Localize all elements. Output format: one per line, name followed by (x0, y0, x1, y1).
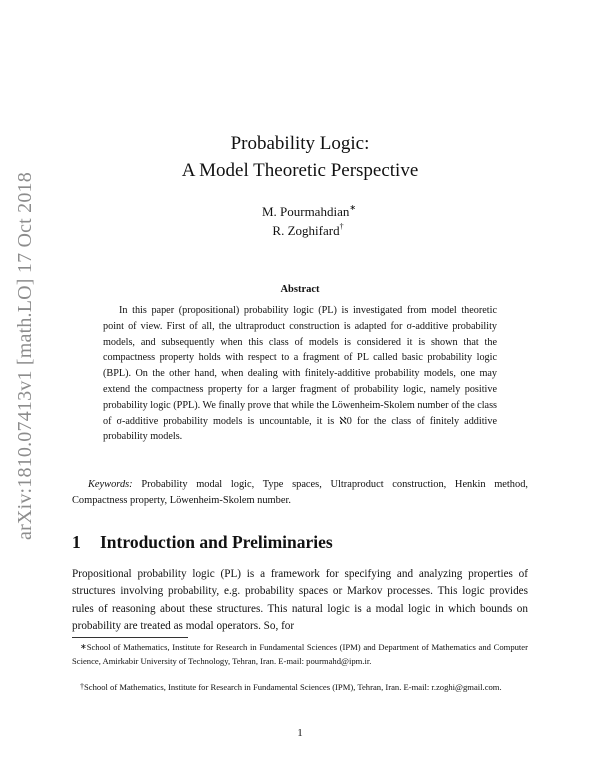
section-title: Introduction and Preliminaries (100, 532, 333, 552)
footnote-2-text: School of Mathematics, Institute for Research in Fundamental Sciences (IPM), Tehran, Iran. E-mail: r.zoghi@gmail.com. (84, 682, 502, 692)
author-2 (8, 223, 600, 239)
page-number: 1 (297, 727, 303, 739)
section-number: 1 (72, 532, 81, 552)
footnote-divider (72, 637, 188, 638)
author-1 (9, 204, 600, 220)
arxiv-identifier: arXiv:1810.07413v1 [math.LO] 17 Oct 2018 (14, 172, 36, 540)
abstract-body: In this paper (propositional) probability logic (PL) is investigated from model theoretic point of view. First of all, the ultraproduct construction is adapted for σ-additive probability models, and subsequently when this class of models is considered it is shown that the compactness property holds with respect to a fragment of PL called basic probability logic (BPL). On the other hand, when dealing with finitely-additive probability models, one may extend the compactness property for a larger fragment of probability logic, namely positive probability logic (PPL). We finally prove that while the Löwenheim-Skolem number of the class of σ-additive probability models is uncountable, it is ℵ0 for the class of finitely additive probability models. (103, 305, 497, 443)
keywords (72, 477, 528, 509)
paper-title-line1: Probability Logic: (230, 133, 370, 154)
author-2-name: R. Zoghifard (272, 223, 340, 238)
footnote-2 (72, 681, 528, 695)
footnote-1 (72, 641, 528, 668)
keywords-label: Keywords: (88, 479, 133, 490)
author-2-footnote-mark: † (339, 222, 344, 231)
paper-title-line2: A Model Theoretic Perspective (181, 160, 419, 181)
footnote-1-text: School of Mathematics, Institute for Research in Fundamental Sciences (IPM) and Department of Mathematics and Computer Science, Amirkabir University of Technology, Tehran, Iran. E-mail: pourmahd@ipm.ir. (72, 642, 528, 666)
author-1-name: M. Pourmahdian (261, 204, 350, 219)
author-1-footnote-mark: ∗ (349, 203, 357, 212)
footnote-1-mark: ∗ (80, 642, 87, 651)
abstract-heading: Abstract (280, 284, 320, 295)
section-heading (72, 532, 333, 553)
keywords-text: Probability modal logic, Type spaces, Ultraproduct construction, Henkin method, Compactness property, Löwenheim-Skolem number. (72, 479, 528, 506)
footnote-2-mark: † (80, 682, 84, 691)
intro-paragraph: Propositional probability logic (PL) is a framework for specifying and analyzing properties of structures involving probability, e.g. probability spaces or Markov processes. This logic provides rules of reasoning about these structures. This natural logic is a modal logic in which bounds on probability are treated as modal operators. So, for (72, 568, 528, 632)
